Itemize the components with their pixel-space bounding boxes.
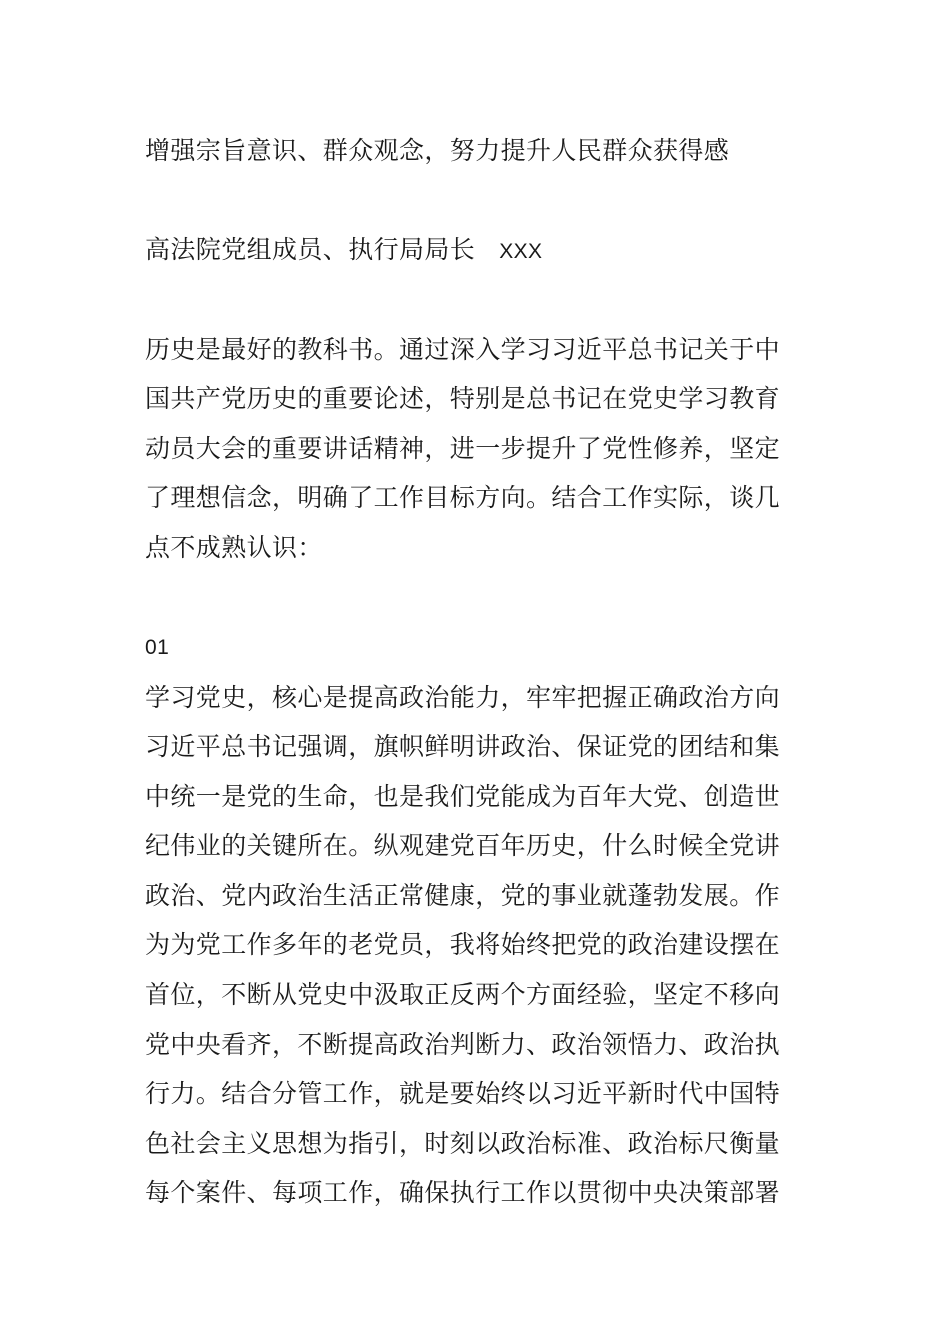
intro-line: 国共产党历史的重要论述，特别是总书记在党史学习教育 [145, 384, 781, 413]
author-name: XXX [499, 240, 543, 263]
body-line: 政治、党内政治生活正常健康，党的事业就蓬勃发展。作 [145, 881, 781, 910]
body-line: 首位，不断从党史中汲取正反两个方面经验，坚定不移向 [145, 980, 781, 1009]
intro-line: 历史是最好的教科书。通过深入学习习近平总书记关于中 [145, 335, 781, 364]
section-heading: 学习党史，核心是提高政治能力，牢牢把握正确政治方向 [145, 683, 781, 712]
body-line: 色社会主义思想为指引，时刻以政治标准、政治标尺衡量 [145, 1129, 781, 1158]
body-line: 每个案件、每项工作，确保执行工作以贯彻中央决策部署 [145, 1178, 781, 1207]
body-line: 党中央看齐，不断提高政治判断力、政治领悟力、政治执 [145, 1030, 781, 1059]
section-number: 01 [145, 636, 170, 659]
intro-line: 了理想信念，明确了工作目标方向。结合工作实际，谈几 [145, 483, 781, 512]
body-line: 习近平总书记强调，旗帜鲜明讲政治、保证党的团结和集 [145, 732, 781, 761]
author-role: 高法院党组成员、执行局局长 [145, 235, 476, 264]
body-line: 行力。结合分管工作，就是要始终以习近平新时代中国特 [145, 1079, 781, 1108]
intro-line: 点不成熟认识： [145, 533, 323, 562]
body-line: 纪伟业的关键所在。纵观建党百年历史，什么时候全党讲 [145, 831, 781, 860]
author-line [145, 235, 542, 267]
body-line: 为为党工作多年的老党员，我将始终把党的政治建设摆在 [145, 930, 781, 959]
intro-line: 动员大会的重要讲话精神，进一步提升了党性修养，坚定 [145, 434, 781, 463]
body-line: 中统一是党的生命，也是我们党能成为百年大党、创造世 [145, 782, 781, 811]
document-title: 增强宗旨意识、群众观念，努力提升人民群众获得感 [145, 136, 730, 165]
